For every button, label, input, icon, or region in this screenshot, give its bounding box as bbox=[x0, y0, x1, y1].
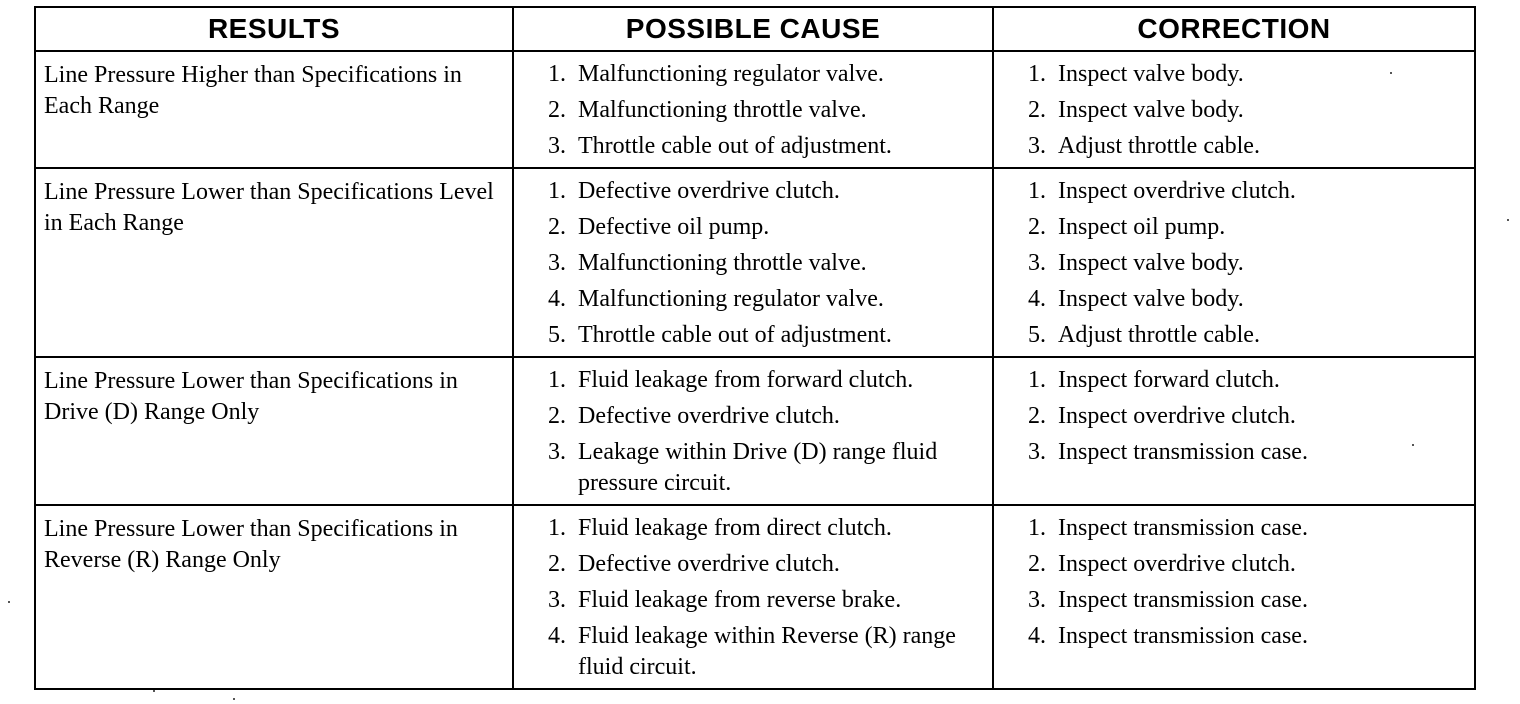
correction-list bbox=[994, 506, 1474, 652]
list-item: 3. Inspect transmission case. bbox=[1028, 439, 1308, 465]
list-item: 2. Inspect valve body. bbox=[1028, 97, 1244, 123]
scan-speck bbox=[1390, 72, 1392, 74]
list-item: 3. Adjust throttle cable. bbox=[1028, 133, 1260, 159]
table-row bbox=[35, 505, 1475, 689]
cause-list bbox=[514, 358, 992, 499]
result-text: Line Pressure Lower than Specifications Level in Each Range bbox=[44, 179, 494, 236]
table-row bbox=[35, 357, 1475, 505]
list-item: 4. Inspect transmission case. bbox=[1028, 623, 1308, 649]
list-item: 1. Malfunctioning regulator valve. bbox=[548, 61, 884, 87]
cause-list bbox=[514, 169, 992, 351]
diagnosis-table bbox=[34, 6, 1476, 690]
list-item: 3. Leakage within Drive (D) range fluid pressure circuit. bbox=[548, 439, 938, 496]
results-cell bbox=[35, 51, 513, 168]
table-row bbox=[35, 51, 1475, 168]
list-item: 5. Throttle cable out of adjustment. bbox=[548, 322, 892, 348]
list-item: 1. Inspect transmission case. bbox=[1028, 515, 1308, 541]
scan-speck bbox=[8, 601, 10, 603]
correction-cell bbox=[993, 357, 1475, 505]
cause-list bbox=[514, 506, 992, 683]
list-item: 1. Inspect overdrive clutch. bbox=[1028, 178, 1296, 204]
list-item: 2. Inspect overdrive clutch. bbox=[1028, 403, 1296, 429]
list-item: 1. Fluid leakage from forward clutch. bbox=[548, 367, 914, 393]
cause-cell bbox=[513, 505, 993, 689]
list-item: 3. Malfunctioning throttle valve. bbox=[548, 250, 867, 276]
list-item: 5. Adjust throttle cable. bbox=[1028, 322, 1260, 348]
list-item: 3. Throttle cable out of adjustment. bbox=[548, 133, 892, 159]
scan-speck bbox=[153, 690, 155, 692]
list-item: 2. Defective oil pump. bbox=[548, 214, 770, 240]
list-item: 2. Malfunctioning throttle valve. bbox=[548, 97, 867, 123]
correction-cell bbox=[993, 168, 1475, 357]
cause-cell bbox=[513, 168, 993, 357]
list-item: 4. Inspect valve body. bbox=[1028, 286, 1244, 312]
list-item: 1. Inspect forward clutch. bbox=[1028, 367, 1280, 393]
result-text: Line Pressure Higher than Specifications in Each Range bbox=[44, 62, 462, 119]
result-text: Line Pressure Lower than Specifications in Reverse (R) Range Only bbox=[44, 516, 458, 573]
results-cell bbox=[35, 505, 513, 689]
cause-list bbox=[514, 52, 992, 162]
list-item: 3. Inspect transmission case. bbox=[1028, 587, 1308, 613]
result-text: Line Pressure Lower than Specifications in Drive (D) Range Only bbox=[44, 368, 458, 425]
correction-list bbox=[994, 52, 1474, 162]
correction-cell bbox=[993, 505, 1475, 689]
scan-speck bbox=[1507, 219, 1509, 221]
list-item: 2. Inspect overdrive clutch. bbox=[1028, 551, 1296, 577]
list-item: 1. Defective overdrive clutch. bbox=[548, 178, 840, 204]
list-item: 2. Defective overdrive clutch. bbox=[548, 403, 840, 429]
results-cell bbox=[35, 357, 513, 505]
list-item: 3. Fluid leakage from reverse brake. bbox=[548, 587, 902, 613]
list-item: 1. Inspect valve body. bbox=[1028, 61, 1244, 87]
header-row bbox=[35, 7, 1475, 51]
list-item: 1. Fluid leakage from direct clutch. bbox=[548, 515, 892, 541]
correction-cell bbox=[993, 51, 1475, 168]
list-item: 4. Fluid leakage within Reverse (R) range fluid circuit. bbox=[548, 623, 956, 680]
header-correction: CORRECTION bbox=[993, 7, 1475, 51]
header-possible-cause: POSSIBLE CAUSE bbox=[513, 7, 993, 51]
list-item: 2. Inspect oil pump. bbox=[1028, 214, 1226, 240]
correction-list bbox=[994, 169, 1474, 351]
cause-cell bbox=[513, 51, 993, 168]
header-results: RESULTS bbox=[35, 7, 513, 51]
cause-cell bbox=[513, 357, 993, 505]
results-cell bbox=[35, 168, 513, 357]
list-item: 2. Defective overdrive clutch. bbox=[548, 551, 840, 577]
scan-speck bbox=[233, 698, 235, 700]
list-item: 4. Malfunctioning regulator valve. bbox=[548, 286, 884, 312]
list-item: 3. Inspect valve body. bbox=[1028, 250, 1244, 276]
table-row bbox=[35, 168, 1475, 357]
scan-speck bbox=[1412, 444, 1414, 446]
correction-list bbox=[994, 358, 1474, 468]
